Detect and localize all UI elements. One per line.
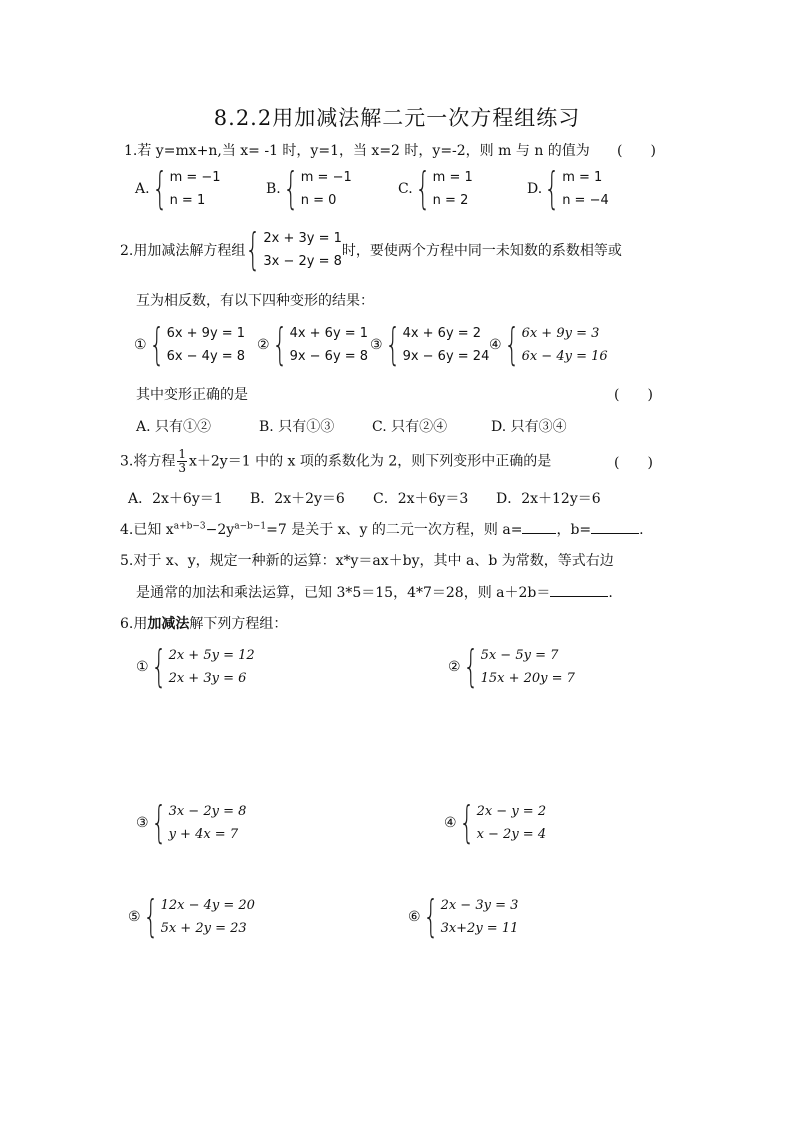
q3-stem — [120, 448, 551, 475]
q2-answer-paren: ( ) — [614, 387, 653, 403]
equation: 15x + 20y = 7 — [480, 671, 575, 686]
system-label: ③ — [136, 815, 149, 831]
equation: m = −1 — [300, 170, 352, 185]
equation: n = 0 — [300, 193, 337, 208]
q3-option-a: A．2x＋6y＝1 — [128, 491, 223, 507]
q1-option-d — [527, 163, 609, 214]
variant-label: ① — [134, 337, 147, 353]
q2-variant-3 — [370, 319, 490, 370]
equation: 4x + 6y = 2 — [402, 326, 482, 341]
q1-stem: 1.若 y=mx+n,当 x= -1 时，y=1，当 x=2 时，y=-2，则 m 与 n 的值为 — [124, 143, 590, 159]
equation: 3x+2y = 11 — [440, 921, 519, 936]
equation: 3x − 2y = 8 — [168, 804, 247, 819]
equation: 2x − 3y = 3 — [440, 898, 519, 913]
equation: m = 1 — [432, 170, 473, 185]
q2-question: 其中变形正确的是 — [136, 387, 248, 403]
fraction-denominator: 3 — [178, 461, 186, 475]
q6-system-2 — [448, 641, 575, 692]
q2-option-d: D. 只有③④ — [491, 419, 567, 435]
equation: 6x − 4y = 16 — [521, 349, 608, 364]
variant-label: ③ — [370, 337, 383, 353]
equation: 2x + 5y = 12 — [168, 648, 255, 663]
equation: x − 2y = 4 — [476, 827, 547, 842]
q4-stem — [120, 519, 644, 539]
brace-icon: { — [142, 891, 159, 942]
exponent: a−b−1 — [234, 521, 267, 532]
equation: n = 1 — [169, 193, 206, 208]
q1-option-b — [266, 163, 352, 214]
q4-sep: ，b= — [556, 522, 592, 538]
q3-option-b: B．2x＋2y＝6 — [250, 491, 345, 507]
page-title: 8.2.2用加减法解二元一次方程组练习 — [213, 106, 581, 130]
variant-label: ② — [257, 337, 270, 353]
blank-a — [522, 521, 556, 534]
brace-icon: { — [148, 319, 165, 370]
variant-label: ④ — [489, 337, 502, 353]
q1-option-a — [135, 163, 221, 214]
equation: y + 4x = 7 — [168, 827, 239, 842]
q3-answer-paren: ( ) — [614, 455, 653, 471]
brace-icon: { — [414, 163, 431, 214]
system-label: ⑥ — [408, 909, 421, 925]
q2-suffix: 时，要使两个方程中同一未知数的系数相等或 — [341, 243, 622, 259]
brace-icon: { — [458, 797, 475, 848]
equation: 9x − 6y = 8 — [289, 349, 369, 364]
q6-bold: 加减法 — [147, 616, 190, 632]
equation: 12x − 4y = 20 — [160, 898, 255, 913]
q5-line2-text: 是通常的加法和乘法运算，已知 3*5＝15，4*7＝28，则 a＋2b＝ — [136, 585, 551, 601]
q6-system-5 — [128, 891, 255, 942]
system-label: ④ — [444, 815, 457, 831]
q2-option-b: B. 只有①③ — [259, 419, 335, 435]
option-label: C. — [398, 181, 413, 197]
q6-system-6 — [408, 891, 519, 942]
q3-option-c: C．2x＋6y＝3 — [373, 491, 469, 507]
equation: m = 1 — [562, 170, 603, 185]
brace-icon: { — [271, 319, 288, 370]
system-label: ⑤ — [128, 909, 141, 925]
option-label: D. — [527, 181, 543, 197]
equation: n = 2 — [432, 193, 469, 208]
q2-stem — [120, 224, 622, 275]
brace-icon: { — [462, 641, 479, 692]
brace-icon: { — [245, 224, 262, 275]
q2-option-c: C. 只有②④ — [372, 419, 448, 435]
q4-mid: −2y — [205, 522, 235, 538]
equation: m = −1 — [169, 170, 221, 185]
brace-icon: { — [422, 891, 439, 942]
brace-icon: { — [283, 163, 299, 214]
equation: 3x − 2y = 8 — [263, 254, 342, 269]
q4-rest: =7 是关于 x、y 的二元一次方程，则 a= — [266, 522, 523, 538]
equation: 9x − 6y = 24 — [402, 349, 490, 364]
q2-line2: 互为相反数，有以下四种变形的结果： — [136, 293, 374, 309]
q3-option-d: D．2x＋12y＝6 — [496, 491, 601, 507]
fraction — [177, 448, 187, 475]
q2-variant-4 — [489, 319, 608, 370]
q3-prefix: 3.将方程 — [120, 453, 176, 470]
equation: 2x − y = 2 — [476, 804, 547, 819]
q5-line1: 5.对于 x、y，规定一种新的运算：x*y＝ax＋by，其中 a、b 为常数，等式右边 — [120, 553, 614, 569]
system-label: ① — [136, 659, 149, 675]
q4-end: . — [639, 522, 644, 538]
equation: 2x + 3y = 1 — [263, 231, 342, 246]
brace-icon: { — [150, 641, 167, 692]
brace-icon: { — [544, 163, 560, 214]
blank-answer — [550, 584, 608, 597]
equation: 6x + 9y = 1 — [166, 326, 246, 341]
equation: 5x + 2y = 23 — [160, 921, 247, 936]
q6-system-3 — [136, 797, 247, 848]
brace-icon: { — [151, 163, 168, 214]
q5-line2 — [136, 582, 613, 602]
q6-prefix: 6.用 — [120, 616, 148, 632]
brace-icon: { — [150, 797, 167, 848]
q6-system-4 — [444, 797, 547, 848]
equation: n = −4 — [562, 193, 609, 208]
fraction-numerator: 1 — [178, 447, 186, 461]
q5-end: . — [608, 585, 613, 601]
equation: 2x + 3y = 6 — [168, 671, 247, 686]
q2-prefix: 2.用加减法解方程组 — [120, 243, 246, 259]
blank-b — [591, 521, 639, 534]
q6-suffix: 解下列方程组： — [189, 616, 288, 632]
q6-system-1 — [136, 641, 255, 692]
equation: 6x − 4y = 8 — [166, 349, 246, 364]
q4-prefix: 4.已知 x — [120, 522, 174, 538]
exponent: a+b−3 — [173, 521, 206, 532]
option-label: B. — [266, 181, 281, 197]
option-label: A. — [135, 181, 150, 197]
equation: 4x + 6y = 1 — [289, 326, 369, 341]
q1-option-c — [398, 163, 473, 214]
equation: 5x − 5y = 7 — [480, 648, 559, 663]
q2-variant-1 — [134, 319, 246, 370]
q2-variant-2 — [257, 319, 369, 370]
brace-icon: { — [384, 319, 401, 370]
q1-answer-paren: ( ) — [617, 143, 656, 159]
brace-icon: { — [503, 319, 520, 370]
q6-stem — [120, 613, 287, 633]
q3-suffix: x＋2y＝1 中的 x 项的系数化为 2，则下列变形中正确的是 — [189, 453, 552, 470]
q2-option-a: A. 只有①② — [136, 419, 212, 435]
system-label: ② — [448, 659, 461, 675]
equation: 6x + 9y = 3 — [521, 326, 600, 341]
